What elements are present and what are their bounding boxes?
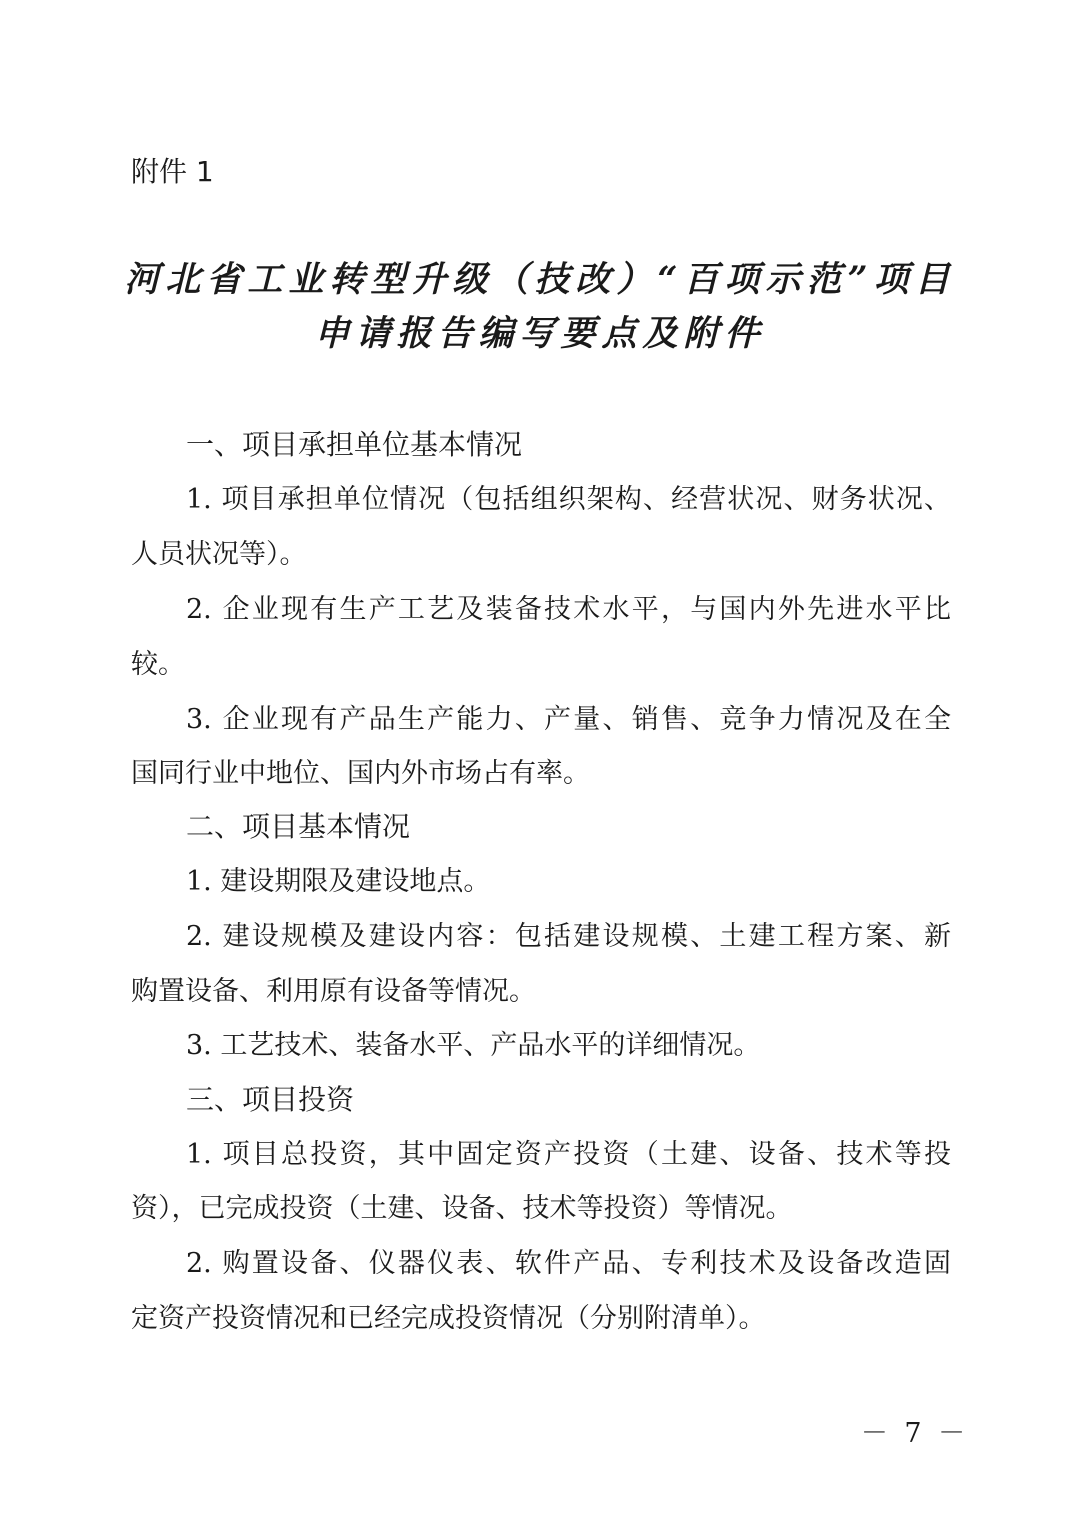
section-3-item-2-line-1: 2. 购置设备、仪器仪表、软件产品、专利技术及设备改造固 bbox=[186, 1248, 951, 1279]
section-2-item-2-line-1: 2. 建设规模及建设内容：包括建设规模、土建工程方案、新 bbox=[186, 921, 951, 952]
section-3-item-1-line-1: 1. 项目总投资，其中固定资产投资（土建、设备、技术等投 bbox=[186, 1139, 951, 1170]
document-title-line-2: 申请报告编写要点及附件 bbox=[314, 313, 766, 354]
section-1-item-2-line-2: 较。 bbox=[131, 649, 185, 680]
page-number: － 7 － bbox=[860, 1418, 970, 1449]
section-3-item-1-line-2: 资），已完成投资（土建、设备、技术等投资）等情况。 bbox=[131, 1193, 793, 1224]
section-heading-2: 二、项目基本情况 bbox=[186, 810, 411, 843]
section-2-item-1-line-1: 1. 建设期限及建设地点。 bbox=[186, 866, 491, 897]
section-1-item-1-line-2: 人员状况等）。 bbox=[131, 539, 307, 570]
document-title-line-1: 河北省工业转型升级（技改）“百项示范”项目 bbox=[124, 259, 956, 300]
section-1-item-3-line-2: 国同行业中地位、国内外市场占有率。 bbox=[131, 758, 590, 789]
section-3-item-2-line-2: 定资产投资情况和已经完成投资情况（分别附清单）。 bbox=[131, 1303, 766, 1334]
section-heading-1: 一、项目承担单位基本情况 bbox=[186, 428, 523, 461]
section-1-item-2-line-1: 2. 企业现有生产工艺及装备技术水平，与国内外先进水平比 bbox=[186, 594, 951, 625]
section-2-item-3-line-1: 3. 工艺技术、装备水平、产品水平的详细情况。 bbox=[186, 1030, 761, 1061]
attachment-label: 附件 1 bbox=[131, 155, 214, 188]
section-1-item-3-line-1: 3. 企业现有产品生产能力、产量、销售、竞争力情况及在全 bbox=[186, 704, 951, 735]
section-heading-3: 三、项目投资 bbox=[186, 1083, 355, 1116]
section-1-item-1-line-1: 1. 项目承担单位情况（包括组织架构、经营状况、财务状况、 bbox=[186, 484, 951, 515]
section-2-item-2-line-2: 购置设备、利用原有设备等情况。 bbox=[131, 976, 536, 1007]
